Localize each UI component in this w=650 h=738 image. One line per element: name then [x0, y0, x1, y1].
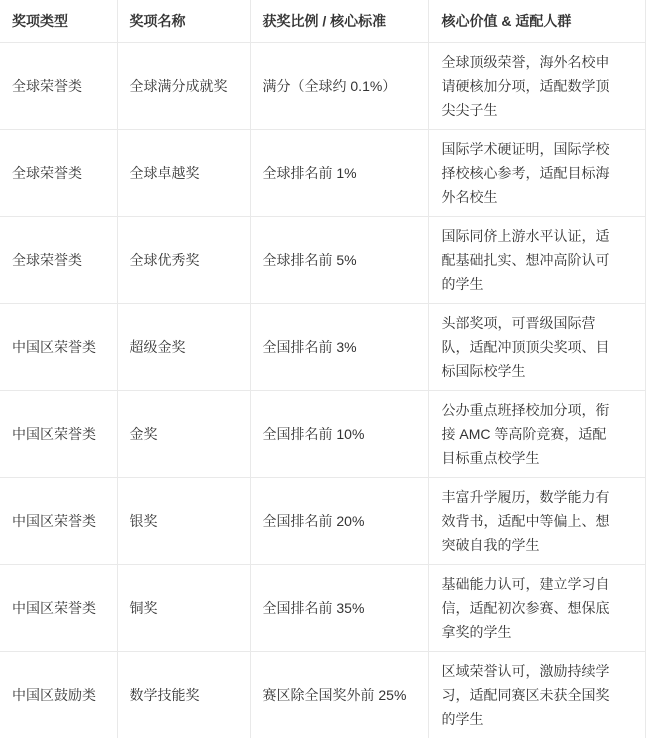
table-row	[0, 564, 645, 651]
table-row	[0, 42, 645, 129]
cell-award-ratio: 全国排名前 35%	[250, 564, 428, 651]
cell-award-value: 区域荣誉认可，激励持续学习，适配同赛区未获全国奖的学生	[428, 651, 645, 738]
table-row	[0, 390, 645, 477]
cell-award-value: 基础能力认可，建立学习自信，适配初次参赛、想保底拿奖的学生	[428, 564, 645, 651]
cell-award-value: 头部奖项，可晋级国际营队，适配冲顶顶尖奖项、目标国际校学生	[428, 303, 645, 390]
cell-award-type: 中国区鼓励类	[0, 651, 117, 738]
col-header-award-type: 奖项类型	[0, 0, 117, 42]
cell-award-type: 全球荣誉类	[0, 129, 117, 216]
table-row	[0, 651, 645, 738]
cell-award-name: 全球卓越奖	[117, 129, 250, 216]
table-row	[0, 129, 645, 216]
cell-award-name: 数学技能奖	[117, 651, 250, 738]
cell-award-value: 丰富升学履历，数学能力有效背书，适配中等偏上、想突破自我的学生	[428, 477, 645, 564]
cell-award-type: 中国区荣誉类	[0, 564, 117, 651]
cell-award-value: 公办重点班择校加分项，衔接 AMC 等高阶竞赛，适配目标重点校学生	[428, 390, 645, 477]
col-header-award-ratio: 获奖比例 / 核心标准	[250, 0, 428, 42]
cell-award-ratio: 全国排名前 20%	[250, 477, 428, 564]
cell-award-ratio: 满分（全球约 0.1%）	[250, 42, 428, 129]
cell-award-name: 超级金奖	[117, 303, 250, 390]
cell-award-type: 中国区荣誉类	[0, 303, 117, 390]
table-row	[0, 216, 645, 303]
col-header-award-name: 奖项名称	[117, 0, 250, 42]
header-row	[0, 0, 645, 42]
cell-award-ratio: 全球排名前 5%	[250, 216, 428, 303]
table-row	[0, 303, 645, 390]
table-row	[0, 477, 645, 564]
col-header-award-value: 核心价值 & 适配人群	[428, 0, 645, 42]
cell-award-value: 国际同侪上游水平认证，适配基础扎实、想冲高阶认可的学生	[428, 216, 645, 303]
cell-award-value: 国际学术硬证明，国际学校择校核心参考，适配目标海外名校生	[428, 129, 645, 216]
cell-award-ratio: 全国排名前 10%	[250, 390, 428, 477]
cell-award-ratio: 全球排名前 1%	[250, 129, 428, 216]
cell-award-name: 金奖	[117, 390, 250, 477]
cell-award-name: 全球满分成就奖	[117, 42, 250, 129]
cell-award-ratio: 全国排名前 3%	[250, 303, 428, 390]
cell-award-name: 铜奖	[117, 564, 250, 651]
cell-award-type: 全球荣誉类	[0, 42, 117, 129]
cell-award-value: 全球顶级荣誉，海外名校申请硬核加分项，适配数学顶尖尖子生	[428, 42, 645, 129]
cell-award-ratio: 赛区除全国奖外前 25%	[250, 651, 428, 738]
cell-award-name: 银奖	[117, 477, 250, 564]
cell-award-type: 中国区荣誉类	[0, 390, 117, 477]
cell-award-type: 中国区荣誉类	[0, 477, 117, 564]
cell-award-name: 全球优秀奖	[117, 216, 250, 303]
cell-award-type: 全球荣誉类	[0, 216, 117, 303]
